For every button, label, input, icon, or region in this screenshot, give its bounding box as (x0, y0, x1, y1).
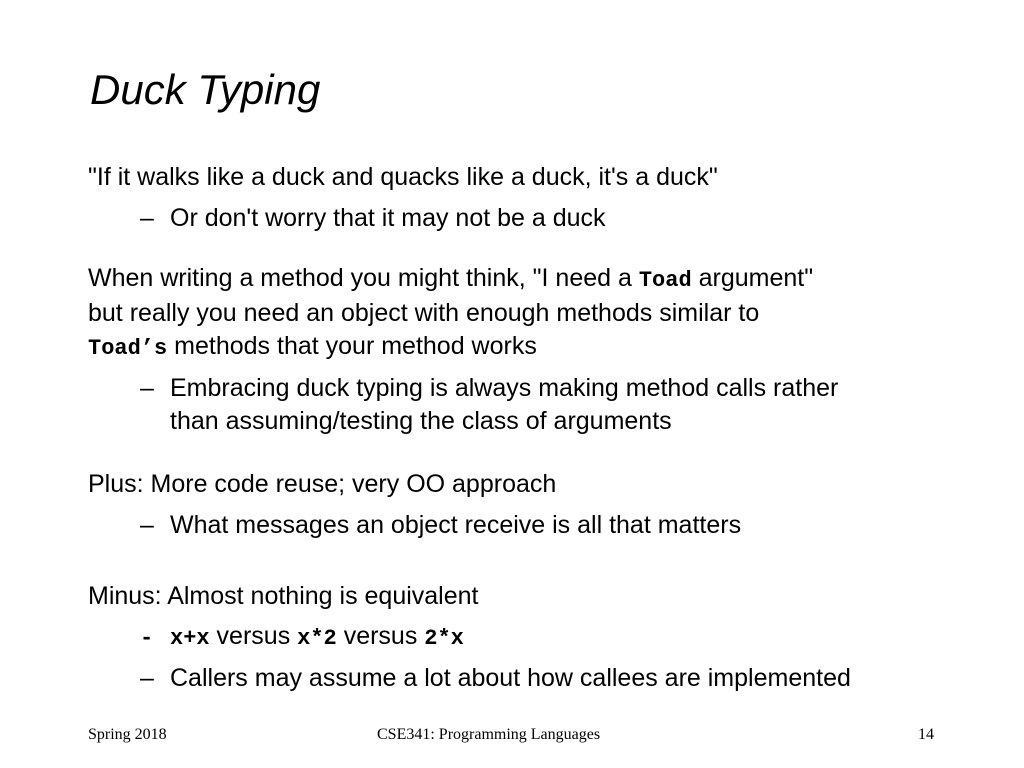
minus-code-sub-bullet (140, 620, 464, 655)
code-x-times-2: x*2 (297, 626, 337, 651)
bullet-dash: – (140, 511, 154, 539)
slide-title: Duck Typing (90, 66, 321, 113)
method-text-1: When writing a method you might think, "I need a (88, 264, 639, 292)
quote-sub-bullet (140, 202, 606, 235)
minus-paragraph: Minus: Almost nothing is equivalent (88, 582, 479, 610)
bullet-dash: – (140, 374, 154, 402)
versus-text-2: versus (336, 622, 425, 650)
toads-code: Toad’s (88, 336, 168, 361)
footer-page-number: 14 (918, 726, 934, 743)
method-paragraph-line-1 (88, 262, 813, 297)
method-text-2: argument" (691, 264, 814, 292)
duck-typing-sub-line-1: Embracing duck typing is always making method calls rather (170, 374, 839, 402)
code-x-plus-x: x+x (170, 626, 210, 651)
plus-sub-text: What messages an object receive is all that matters (170, 511, 742, 539)
method-paragraph-line-3 (88, 330, 537, 365)
callers-sub-text: Callers may assume a lot about how callees are implemented (170, 664, 851, 692)
bullet-dash: – (140, 664, 154, 692)
code-dash: - (140, 626, 154, 651)
quote-sub-text: Or don't worry that it may not be a duck (170, 204, 606, 232)
quote-paragraph: "If it walks like a duck and quacks like a duck, it's a duck" (88, 163, 718, 191)
duck-typing-sub-line-2: than assuming/testing the class of arguments (170, 407, 672, 435)
callers-sub-bullet (140, 662, 851, 695)
plus-paragraph: Plus: More code reuse; very OO approach (88, 470, 557, 498)
footer-course: CSE341: Programming Languages (377, 726, 601, 743)
method-paragraph-line-2: but really you need an object with enough methods similar to (88, 299, 760, 327)
method-text-3: methods that your method works (167, 332, 537, 360)
plus-sub-bullet (140, 509, 741, 542)
versus-text-1: versus (209, 622, 298, 650)
code-2-times-x: 2*x (424, 626, 464, 651)
toad-code: Toad (638, 268, 692, 293)
bullet-dash: – (140, 204, 154, 232)
duck-typing-sub-bullet (140, 372, 838, 438)
footer-term: Spring 2018 (88, 726, 167, 743)
